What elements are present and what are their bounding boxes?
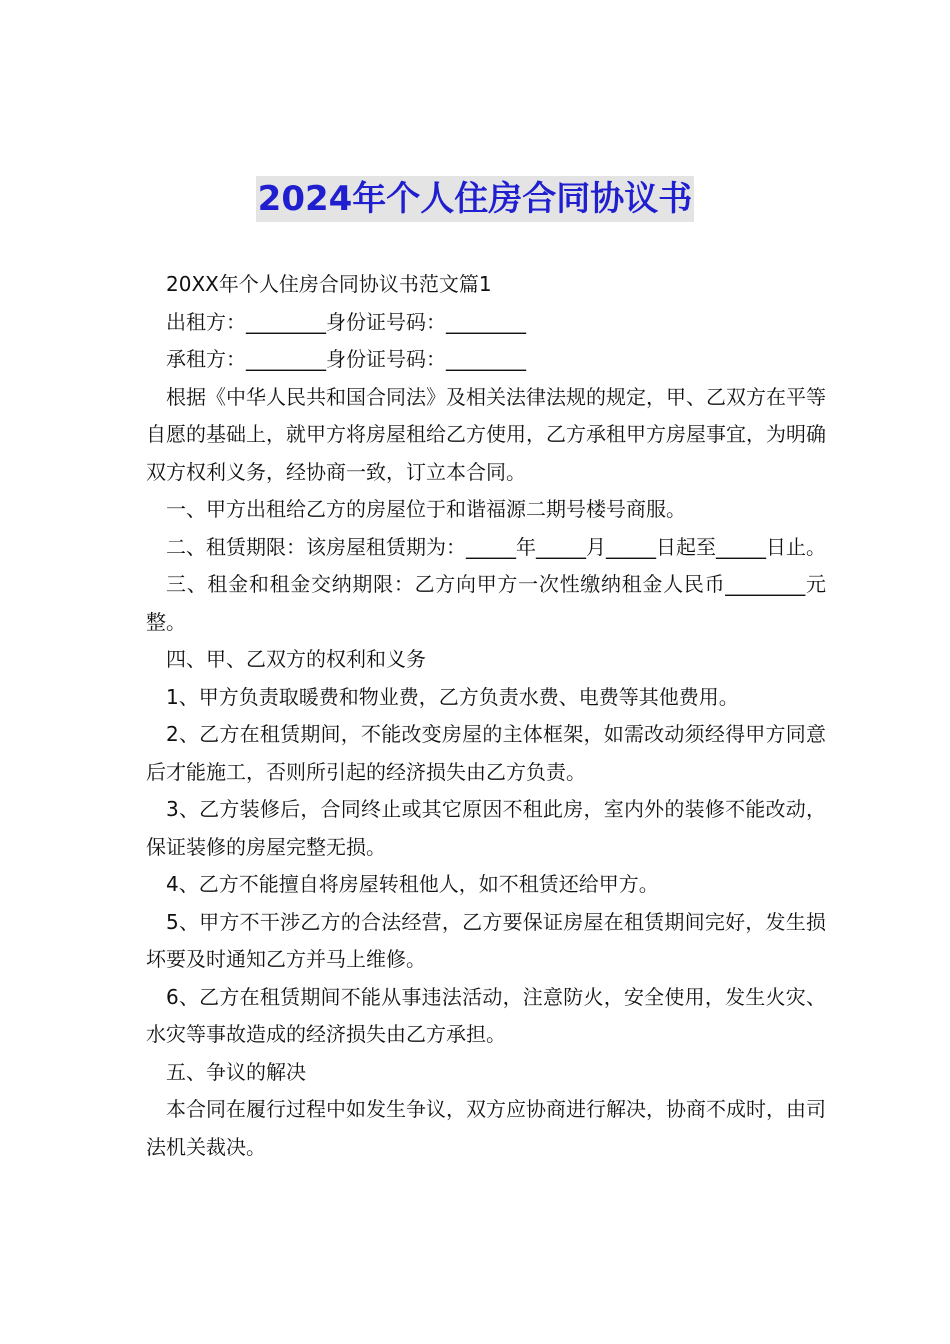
- document-title: 2024年个人住房合同协议书: [256, 176, 695, 222]
- paragraph-lessor: 出租方：________身份证号码：________: [166, 309, 526, 334]
- paragraph-item-6: 6、乙方在租赁期间不能从事违法活动，注意防火，安全使用，发生火灾、水灾等事故造成的经济损失由乙方承担。: [146, 984, 826, 1046]
- paragraph-preamble: 根据《中华人民共和国合同法》及相关法律法规的规定，甲、乙双方在平等自愿的基础上，就甲方将房屋租给乙方使用，乙方承租甲方房屋事宜，为明确双方权利义务，经协商一致，订立本合同。: [146, 384, 826, 484]
- paragraph-item-3: 3、乙方装修后，合同终止或其它原因不租此房，室内外的装修不能改动，保证装修的房屋完整无损。: [146, 797, 826, 859]
- title-container: [0, 176, 950, 222]
- paragraph-dispute: 本合同在履行过程中如发生争议，双方应协商进行解决，协商不成时，由司法机关裁决。: [146, 1097, 826, 1159]
- paragraph-lessee: 承租方：________身份证号码：________: [166, 347, 526, 371]
- paragraph-clause-3: 三、租金和租金交纳期限：乙方向甲方一次性缴纳租金人民币________元整。: [146, 572, 826, 634]
- paragraph-item-1: 1、甲方负责取暖费和物业费，乙方负责水费、电费等其他费用。: [166, 684, 739, 709]
- paragraph-clause-5: 五、争议的解决: [166, 1059, 306, 1084]
- paragraph-clause-4: 四、甲、乙双方的权利和义务: [166, 647, 426, 671]
- paragraph-heading: 20XX年个人住房合同协议书范文篇1: [166, 272, 492, 296]
- paragraph-clause-2: 二、租赁期限：该房屋租赁期为：_____年_____月_____日起至_____日止。: [166, 534, 826, 559]
- paragraph-item-2: 2、乙方在租赁期间，不能改变房屋的主体框架，如需改动须经得甲方同意后才能施工，否则所引起的经济损失由乙方负责。: [146, 722, 826, 784]
- document-body: [146, 266, 826, 1166]
- paragraph-item-5: 5、甲方不干涉乙方的合法经营，乙方要保证房屋在租赁期间完好，发生损坏要及时通知乙方并马上维修。: [146, 909, 826, 971]
- paragraph-clause-1: 一、甲方出租给乙方的房屋位于和谐福源二期号楼号商服。: [166, 497, 686, 521]
- paragraph-item-4: 4、乙方不能擅自将房屋转租他人，如不租赁还给甲方。: [166, 872, 659, 896]
